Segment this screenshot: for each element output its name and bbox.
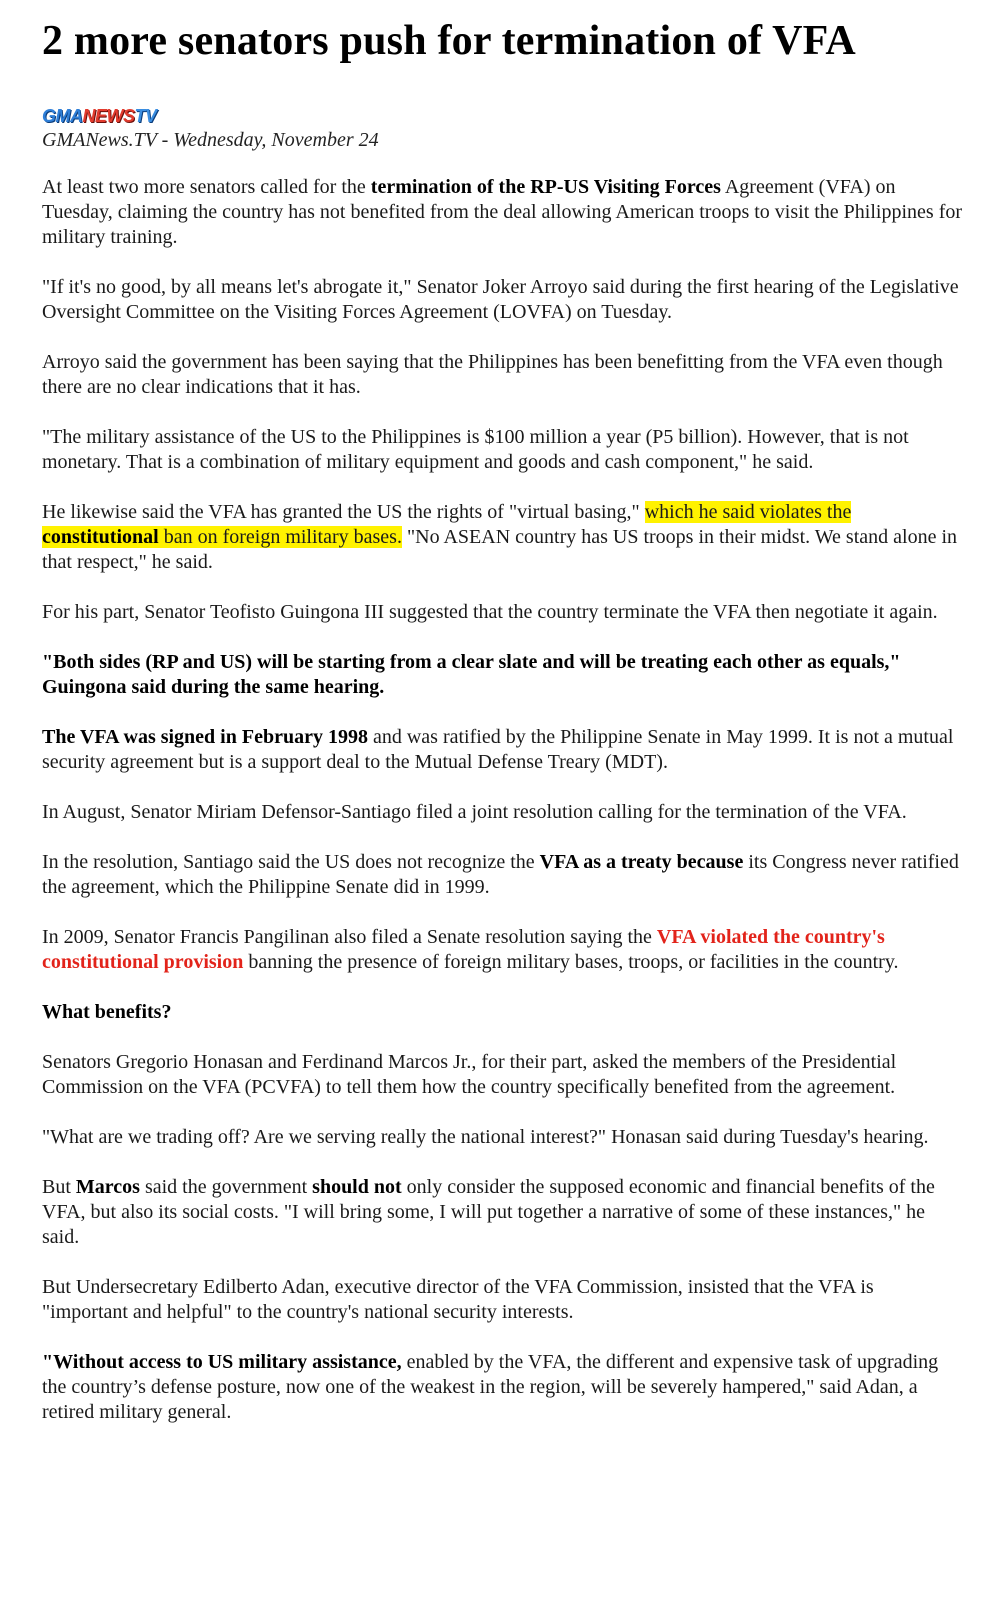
paragraph-14: But Marcos said the government should not only consider the supposed economic and financial benefits of the VFA, but also its social costs. "I will bring some, I will put together a narrative of some of these instances," he said. [42,1176,935,1248]
logo-tv: TV [134,106,157,126]
paragraph-7 [42,650,962,700]
bold-phrase: The VFA was signed in February 1998 [42,726,368,748]
paragraph-1: At least two more senators called for the termination of the RP-US Visiting Forces Agreement (VFA) on Tuesday, claiming the country has not benefited from the deal allowing American troops to visit the Philippines for military training. [42,176,963,248]
bold-phrase: VFA as a treaty because [539,851,744,873]
article-title: 2 more senators push for termination of VFA [42,18,856,64]
paragraph-15: But Undersecretary Edilberto Adan, executive director of the VFA Commission, insisted that the VFA is "important and helpful" to the country's national security interests. [42,1276,874,1323]
paragraph-12: Senators Gregorio Honasan and Ferdinand Marcos Jr., for their part, asked the members of the Presidential Commission on the VFA (PCVFA) to tell them how the country specifically benefited from the agreement. [42,1051,897,1098]
paragraph-2: "If it's no good, by all means let's abrogate it," Senator Joker Arroyo said during the first hearing of the Legislative Oversight Committee on the Visiting Forces Agreement (LOVFA) on Tuesday. [42,276,959,323]
highlighted-text: which he said violates the constitutional ban on foreign military bases. [42,501,852,548]
paragraph-10: In the resolution, Santiago said the US does not recognize the VFA as a treaty because its Congress never ratified the agreement, which the Philippine Senate did in 1999. [42,851,959,898]
gma-news-tv-logo [42,106,198,126]
paragraph-11: In 2009, Senator Francis Pangilinan also filed a Senate resolution saying the VFA violated the country's constitutional provision banning the presence of foreign military bases, troops, or facilities in the country. [42,926,899,973]
subheading: What benefits? [42,1001,172,1023]
article [42,14,962,1425]
paragraph-5: He likewise said the VFA has granted the US the rights of "virtual basing," which he said violates the constitutional ban on foreign military bases. "No ASEAN country has US troops in their midst. We stand alone in that respect," he said. [42,501,957,573]
logo-news: NEWS [82,106,135,126]
paragraph-9: In August, Senator Miriam Defensor-Santiago filed a joint resolution calling for the termination of the VFA. [42,801,907,823]
paragraph-16: "Without access to US military assistance, enabled by the VFA, the different and expensive task of upgrading the country’s defense posture, now one of the weakest in the region, will be severely hampered," said Adan, a retired military general. [42,1351,939,1423]
paragraph-8: The VFA was signed in February 1998 and was ratified by the Philippine Senate in May 1999. It is not a mutual security agreement but is a support deal to the Mutual Defense Treary (MDT). [42,726,954,773]
logo-gma: GMA [42,106,83,126]
bold-quote: "Both sides (RP and US) will be starting from a clear slate and will be treating each other as equals," Guingona said during the same hearing. [42,651,901,698]
paragraph-13: "What are we trading off? Are we serving really the national interest?" Honasan said during Tuesday's hearing. [42,1126,929,1148]
paragraph-4: "The military assistance of the US to the Philippines is $100 million a year (P5 billion). However, that is not monetary. That is a combination of military equipment and goods and cash component," he said. [42,426,909,473]
byline: GMANews.TV - Wednesday, November 24 [42,129,379,151]
bold-phrase: termination of the RP-US Visiting Forces [370,176,721,198]
bold-phrase: "Without access to US military assistance, [42,1351,402,1373]
red-bold-phrase: VFA violated the country's constitutional provision [42,926,885,973]
paragraph-6: For his part, Senator Teofisto Guingona III suggested that the country terminate the VFA then negotiate it again. [42,601,938,623]
paragraph-3: Arroyo said the government has been saying that the Philippines has been benefitting from the VFA even though there are no clear indications that it has. [42,351,943,398]
